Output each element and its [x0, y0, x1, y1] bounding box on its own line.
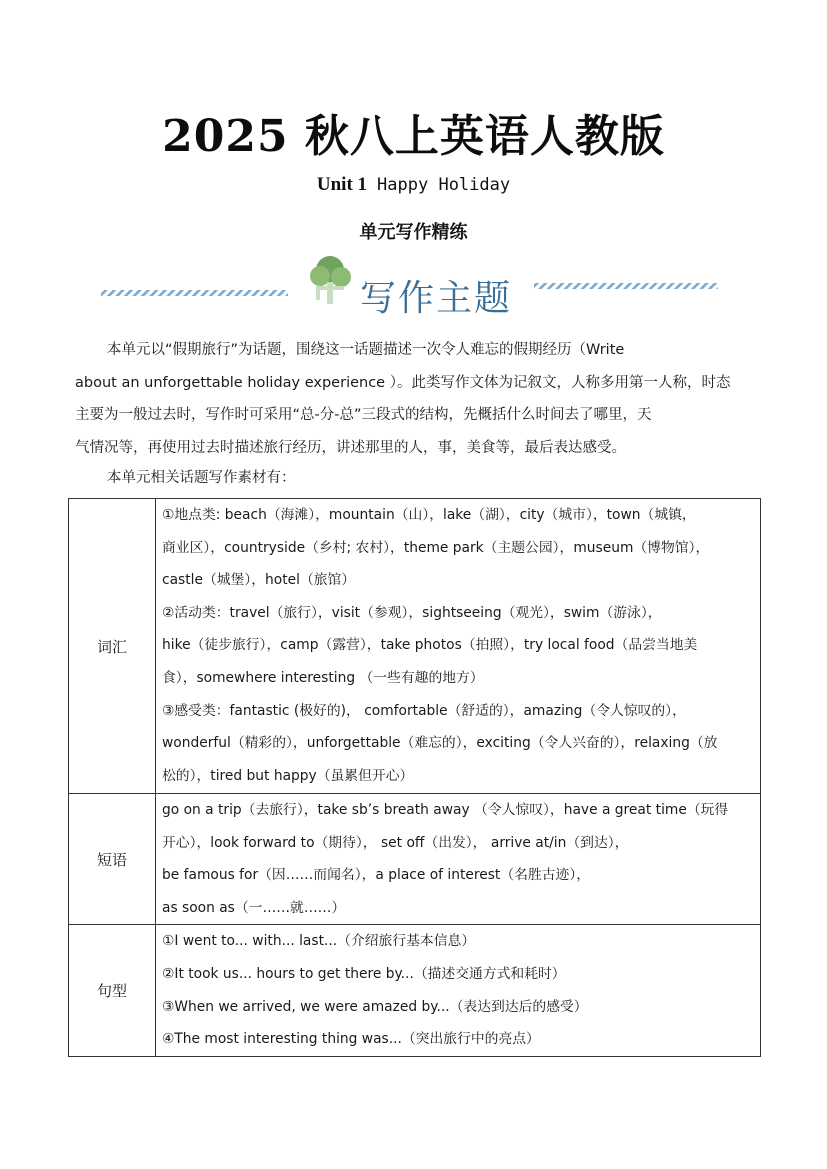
- vocab-cell: [156, 499, 761, 794]
- sentence-line: ①I went to... with... last...（介绍旅行基本信息）: [162, 933, 476, 950]
- table-row-phrases: [69, 794, 761, 925]
- table-row-vocab: [69, 499, 761, 794]
- intro-paragraph: [75, 334, 755, 464]
- vocab-line: 食），somewhere interesting （一些有趣的地方）: [162, 669, 484, 686]
- sentence-line: ③When we arrived, we were amazed by...（表达到达后的感受）: [162, 998, 588, 1015]
- vocab-line: 商业区），countryside（乡村; 农村），theme park（主题公园），museum（博物馆），: [162, 539, 710, 556]
- unit-name: Happy Holiday: [377, 175, 511, 195]
- sentence-line: ④The most interesting thing was...（突出旅行中的亮点）: [162, 1031, 540, 1048]
- vocab-line: 松的），tired but happy（虽累但开心）: [162, 767, 414, 784]
- phrase-line: go on a trip（去旅行），take sb’s breath away （令人惊叹），have a great time（玩得: [162, 802, 729, 818]
- vocab-line: hike（徒步旅行），camp（露营），take photos（拍照），try local food（品尝当地美: [162, 637, 698, 654]
- banner-title: 写作主题: [360, 278, 513, 319]
- materials-table: [68, 498, 761, 1057]
- section-subtitle: 单元写作精练: [359, 222, 468, 243]
- phrase-line: as soon as（一……就……）: [162, 899, 346, 916]
- materials-lead: 本单元相关话题写作素材有：: [107, 470, 296, 486]
- phrase-line: 开心），look forward to（期待）， set off（出发）， arrive at/in（到达），: [162, 834, 629, 851]
- row-label-phrases: 短语: [69, 794, 156, 925]
- vocab-line: ③感受类：fantastic (极好的)， comfortable（舒适的），amazing（令人惊叹的），: [162, 702, 686, 719]
- intro-line: 主要为一般过去时，写作时可采用“总-分-总”三段式的结构，先概括什么时间去了哪里，天: [75, 407, 652, 424]
- phrases-cell: [156, 794, 761, 925]
- intro-line: about an unforgettable holiday experience ）。此类写作文体为记叙文，人称多用第一人称，时态: [75, 374, 731, 391]
- vocab-line: castle（城堡），hotel（旅馆）: [162, 572, 356, 589]
- row-label-vocab: 词汇: [69, 499, 156, 794]
- vocab-line: ②活动类：travel（旅行），visit（参观），sightseeing（观光），swim（游泳），: [162, 604, 662, 621]
- right-stripe-bar: [534, 283, 718, 289]
- sentences-cell: [156, 925, 761, 1056]
- sentence-line: ②It took us... hours to get there by...（描述交通方式和耗时）: [162, 965, 566, 982]
- unit-number: Unit 1: [316, 174, 368, 195]
- left-stripe-bar: [101, 290, 288, 296]
- row-label-sentences: 句型: [69, 925, 156, 1056]
- unit-heading: [0, 174, 827, 196]
- tree-icon: [310, 256, 351, 304]
- vocab-line: wonderful（精彩的），unforgettable（难忘的），exciting（令人兴奋的），relaxing（放: [162, 735, 718, 752]
- intro-line: 本单元以“假期旅行”为话题，围绕这一话题描述一次令人难忘的假期经历（Write: [107, 342, 625, 358]
- table-row-sentences: [69, 925, 761, 1056]
- intro-line: 气情况等，再使用过去时描述旅行经历，讲述那里的人，事，美食等，最后表达感受。: [75, 439, 626, 456]
- document-title: 2025 秋八上英语人教版: [162, 111, 665, 162]
- phrase-line: be famous for（因……而闻名），a place of interest（名胜古迹），: [162, 867, 591, 884]
- vocab-line: ①地点类: beach（海滩），mountain（山），lake（湖），city（城市），town（城镇，: [162, 507, 696, 523]
